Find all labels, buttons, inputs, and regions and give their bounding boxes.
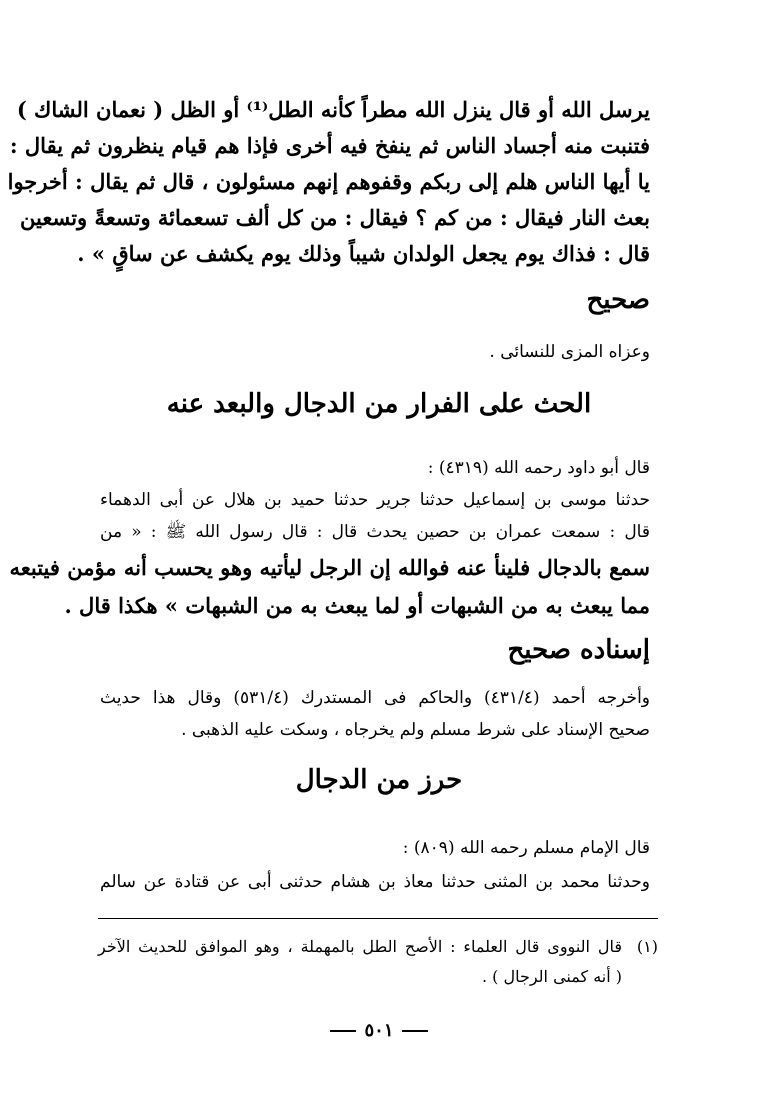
takhrij-line-1: وأخرجه أحمد (٤٣١/٤) والحاكم فى المستدرك (٥٣١/٤) وقال هذا حديث	[100, 688, 650, 708]
hadith-text-line-2: فتنبت منه أجساد الناس ثم ينفخ فيه أخرى فإذا هم قيام ينظرون ثم يقال :	[9, 133, 650, 158]
footnote-marker: (١)	[636, 937, 658, 956]
narration-intro-1: قال أبو داود رحمه الله (٤٣١٩) :	[427, 458, 650, 478]
hadith-text-line-5: قال : فذاك يوم يجعل الولدان شيباً وذلك يوم يكشف عن ساقٍ » .	[77, 241, 650, 266]
matn-line-2: مما يبعث به من الشبهات أو لما يبعث به من الشبهات » هكذا قال .	[64, 593, 650, 618]
footnote-line-2	[98, 962, 658, 992]
narration-intro-2: قال الإمام مسلم رحمه الله (٨٠٩) :	[402, 838, 650, 858]
isnad-line-3: وحدثنا محمد بن المثنى حدثنا معاذ بن هشام حدثنى أبى عن قتادة عن سالم	[100, 872, 650, 892]
page-number-dash-right	[402, 1030, 428, 1032]
isnad-line-2: قال : سمعت عمران بن حصين يحدث قال : قال رسول الله ﷺ : « من	[100, 522, 650, 542]
hadith-text-line-1: يرسل الله أو قال ينزل الله مطراً كأنه الطل⁽¹⁾ أو الظل ( نعمان الشاك )	[16, 97, 650, 122]
page-number-dash-left	[330, 1030, 356, 1032]
footnote-line-1	[98, 932, 658, 962]
footnote-separator	[98, 918, 658, 919]
page-number	[0, 1016, 758, 1046]
page-number-value: ٥٠١	[364, 1020, 394, 1041]
section-heading-2: حرز من الدجال	[295, 765, 463, 795]
hadith-text-line-3: يا أيها الناس هلم إلى ربكم وقفوهم إنهم مسئولون ، قال ثم يقال : أخرجوا	[7, 169, 650, 194]
matn-line-1: سمع بالدجال فلينأ عنه فوالله إن الرجل ليأتيه وهو يحسب أنه مؤمن فيتبعه	[9, 555, 650, 580]
section-heading-1: الحث على الفرار من الدجال والبعد عنه	[166, 389, 592, 419]
isnad-line-1: حدثنا موسى بن إسماعيل حدثنا جرير حدثنا حميد بن هلال عن أبى الدهماء	[100, 490, 650, 510]
attribution-line: وعزاه المزى للنسائى .	[489, 342, 650, 362]
grade-label: صحيح	[586, 285, 650, 315]
hadith-text-line-4: بعث النار فيقال : من كم ؟ فيقال : من كل ألف تسعمائة وتسعةً وتسعين	[20, 205, 650, 230]
takhrij-line-2: صحيح الإسناد على شرط مسلم ولم يخرجاه ، وسكت عليه الذهبى .	[181, 720, 650, 740]
footnote-text-2: ( أنه كمنى الرجال ) .	[481, 967, 622, 986]
isnad-grade-label: إسناده صحيح	[507, 635, 650, 665]
footnote-text-1: قال النووى قال العلماء : الأصح الطل بالمهملة ، وهو الموافق للحديث الآخر	[98, 937, 622, 956]
